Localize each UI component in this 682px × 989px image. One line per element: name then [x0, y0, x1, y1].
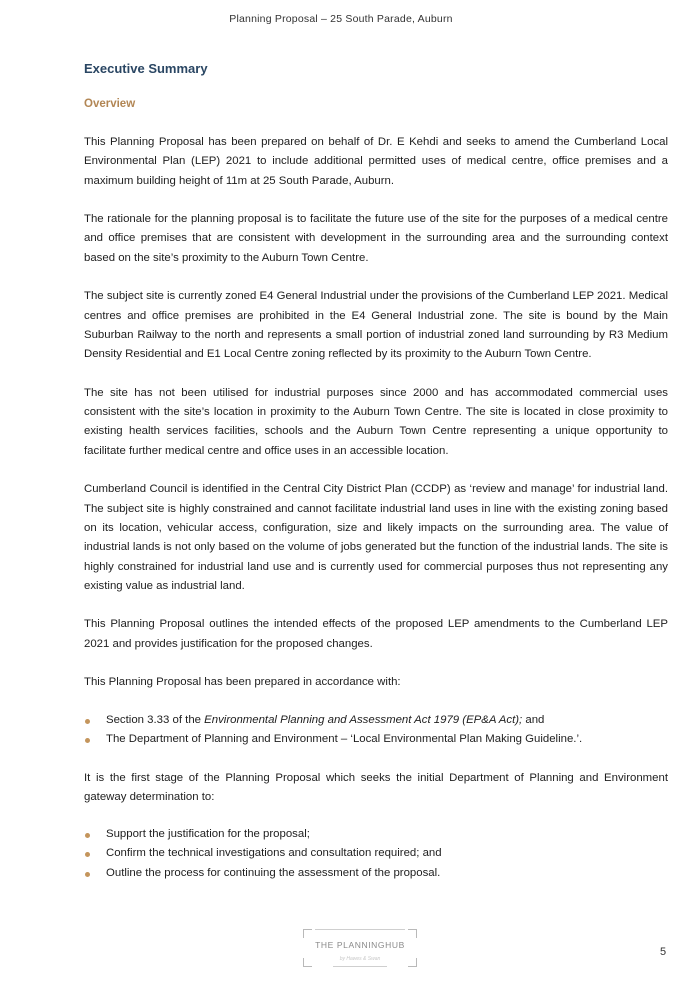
list-item: [84, 711, 668, 730]
bullet-icon: [85, 738, 90, 743]
list-item: [84, 844, 668, 863]
paragraph: This Planning Proposal outlines the intended effects of the proposed LEP amendments to the Cumberland LEP 2021 and provides justification for the proposed changes.: [84, 618, 668, 650]
bullet-icon: [85, 872, 90, 877]
document-body: [84, 60, 668, 883]
list-item-text: and: [522, 713, 545, 726]
paragraph: This Planning Proposal has been prepared in accordance with:: [84, 676, 401, 689]
paragraph: It is the first stage of the Planning Proposal which seeks the initial Department of Planning and Environment gateway determination to:: [84, 771, 668, 803]
list-item-text: Section 3.33 of the: [106, 713, 205, 726]
list-item: [84, 864, 668, 883]
list-item-text: Support the justification for the proposal;: [106, 828, 310, 841]
paragraph: The subject site is currently zoned E4 General Industrial under the provisions of the Cumberland LEP 2021. Medical centres and office premises are prohibited in the E4 General Industrial zone. The site is bound by the Main Suburban Railway to the north and represents a small portion of industrial zoned land surrounding by R3 Medium Density Residential and E1 Local Centre zoning reflected by its proximity to the Auburn Town Centre.: [84, 290, 668, 361]
list-item-text: The Department of Planning and Environment – ‘Local Environmental Plan Making Guideline.’.: [106, 732, 583, 745]
logo-tagline: by Hawes & Swan: [339, 956, 381, 962]
logo-text: THE PLANNINGHUB: [315, 940, 405, 950]
bullet-icon: [85, 852, 90, 857]
list-item-text: Confirm the technical investigations and consultation required; and: [106, 847, 442, 860]
bullet-list: [84, 711, 668, 750]
running-header: Planning Proposal – 25 South Parade, Auburn: [229, 13, 453, 25]
paragraph: The site has not been utilised for industrial purposes since 2000 and has accommodated commercial uses consistent with the site’s location in proximity to the Auburn Town Centre. The site is located in close proximity to existing health services facilities, schools and the Auburn Town Centre representing a unique opportunity to facilitate further medical centre and office uses in an accessible location.: [84, 386, 668, 457]
paragraph: Cumberland Council is identified in the Central City District Plan (CCDP) as ‘review and manage’ for industrial land. The subject site is highly constrained and cannot facilitate industrial land uses in line with the existing zoning based on its location, vehicular access, configuration, size and likely impacts on the surrounding area. The value of industrial lands is not only based on the volume of jobs generated but the function of the industrial lands. The site is highly constrained for industrial land use and is currently used for commercial purposes thus not representing any existing value as industrial land.: [84, 483, 668, 592]
list-item: [84, 825, 668, 844]
paragraph: This Planning Proposal has been prepared on behalf of Dr. E Kehdi and seeks to amend the Cumberland Local Environmental Plan (LEP) 2021 to include additional permitted uses of medical centre, office premises and a maximum building height of 11m at 25 South Parade, Auburn.: [84, 136, 668, 187]
list-item: [84, 730, 668, 749]
section-heading: Executive Summary: [84, 61, 208, 76]
planning-hub-logo: [303, 929, 417, 967]
paragraph: The rationale for the planning proposal is to facilitate the future use of the site for the purposes of a medical centre and office premises that are consistent with development in the surrounding area and the surrounding context based on the site’s proximity to the Auburn Town Centre.: [84, 213, 668, 264]
act-title: Environmental Planning and Assessment Act 1979 (EP&A Act);: [204, 713, 523, 726]
section-subheading: Overview: [84, 98, 136, 110]
list-item-text: Outline the process for continuing the assessment of the proposal.: [106, 866, 441, 879]
page-number: 5: [660, 946, 667, 958]
bullet-icon: [85, 719, 90, 724]
bullet-list: [84, 825, 668, 883]
bullet-icon: [85, 833, 90, 838]
